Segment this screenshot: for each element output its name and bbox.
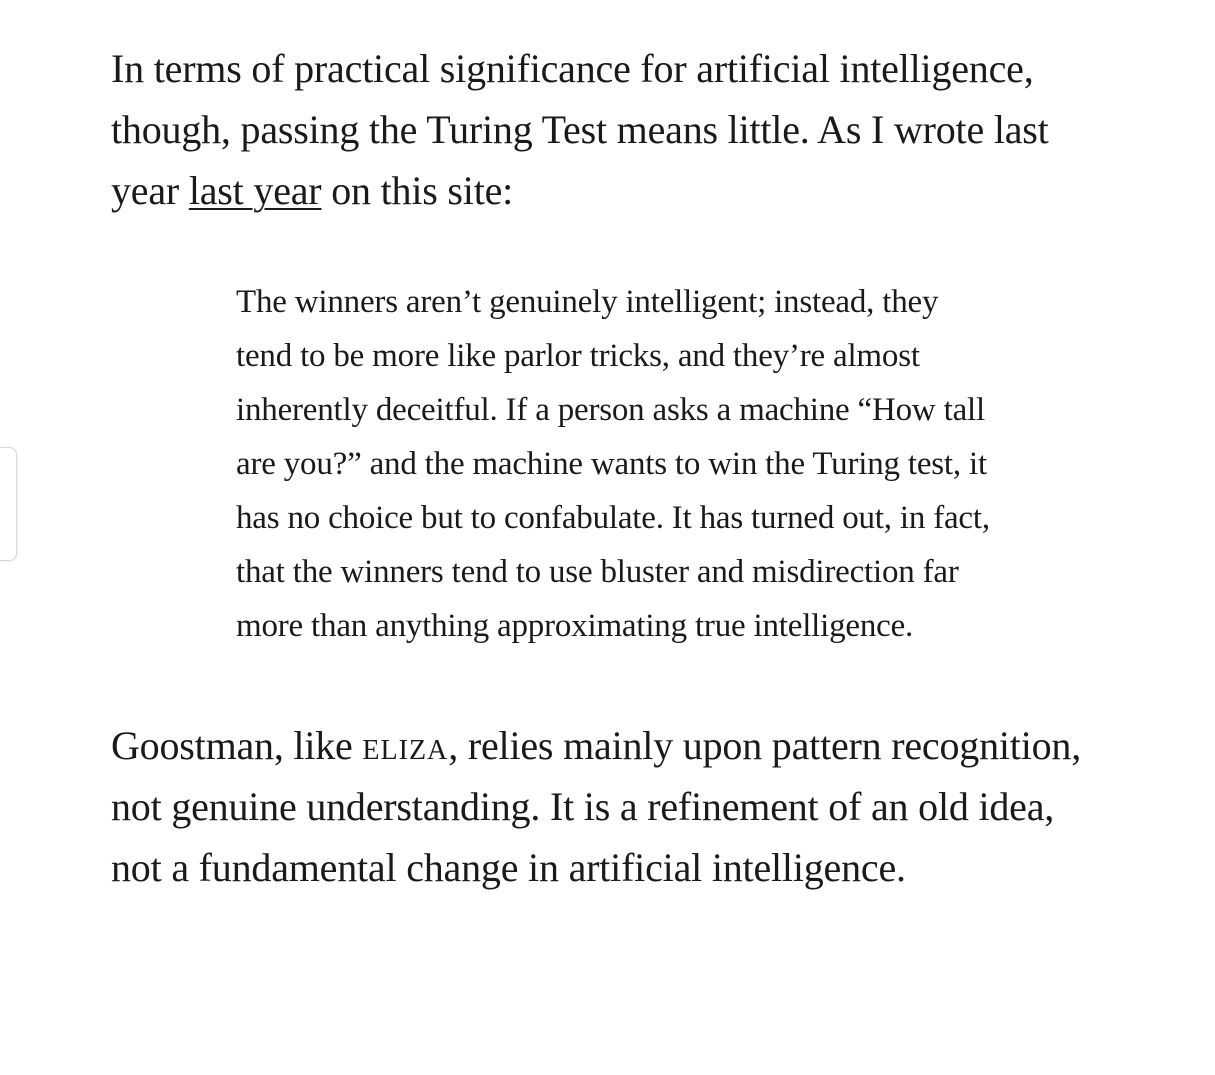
last-year-link[interactable]: last year xyxy=(188,168,322,213)
blockquote-text: The winners aren’t genuinely intelligent; instead, they tend to be more like parlor tricks, and they’re almost inherently deceitful. If a person asks a machine “How tall are you?” and the machine wants to win the Turing test, it has no choice but to confabulate. It has turned out, in fact, that the winners tend to use bluster and misdirection far more than anything approximating true intelligence. xyxy=(236,284,990,644)
paragraph-1-text-end: on this site: xyxy=(321,168,514,213)
paragraph-turing-significance xyxy=(111,38,1091,221)
blockquote xyxy=(236,275,996,653)
paragraph-2-text-end: , relies mainly upon pattern recognition, not genuine understanding. It is a refinement of an old idea, not a fundamental change in artificial intelligence. xyxy=(111,723,1082,890)
eliza-smallcaps: eliza xyxy=(362,723,449,768)
paragraph-1-text-start: In terms of practical significance for artificial intelligence, though, passing the Turing Test means little. As I wrote last year xyxy=(111,46,1049,213)
article-body xyxy=(111,38,1111,898)
paragraph-2-text-start: Goostman, like xyxy=(111,723,363,768)
paragraph-goostman xyxy=(111,715,1096,898)
side-tab-handle[interactable] xyxy=(0,447,17,561)
